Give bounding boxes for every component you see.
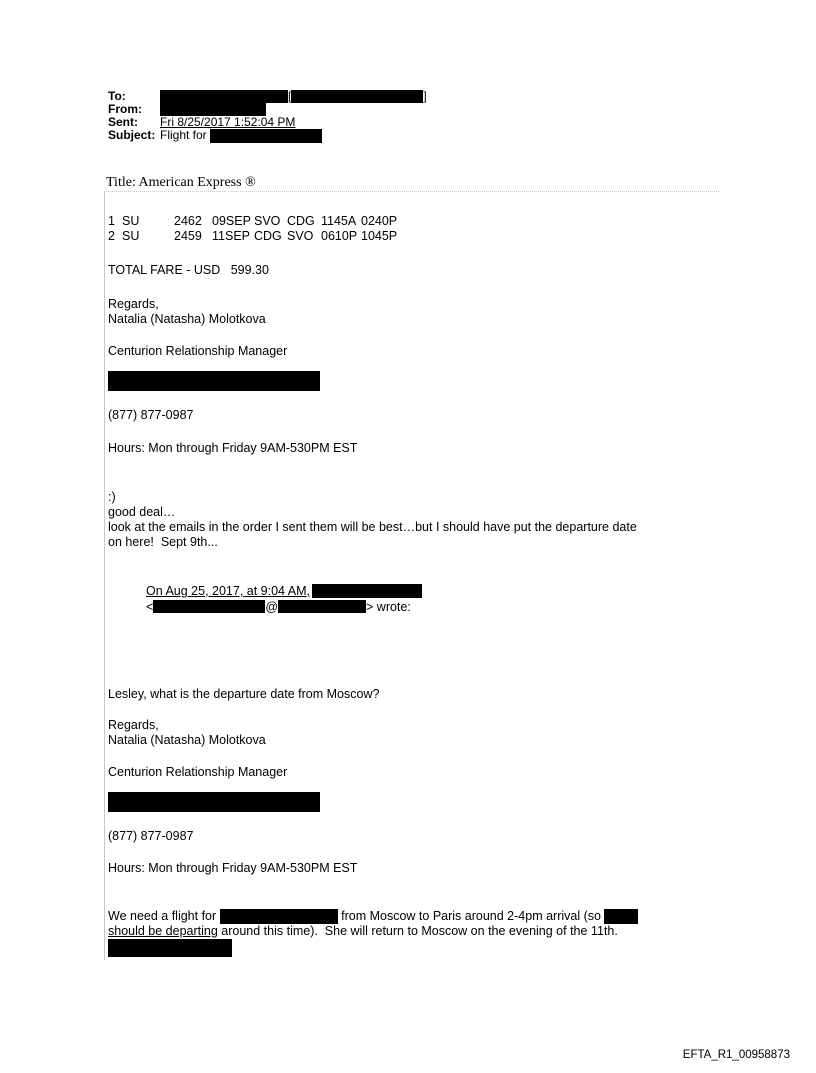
bracket-close: ] [423,89,427,103]
redaction-block [210,129,322,143]
request-line: We need a flight for from Moscow to Paris around 2-4pm arrival (so [108,909,638,924]
reply-line: on here! Sept 9th... [108,535,218,549]
redaction-block [108,939,232,957]
question: Lesley, what is the departure date from Moscow? [108,687,380,701]
agent-title: Centurion Relationship Manager [108,344,288,358]
reply-smile: :) [108,490,116,504]
reply-line: good deal… [108,505,176,519]
to-label: To: [108,89,126,103]
phone: (877) 877-0987 [108,829,194,843]
sent-label: Sent: [108,115,138,129]
document-id: EFTA_R1_00958873 [682,1049,790,1061]
total-fare: TOTAL FARE - USD 599.30 [108,263,269,277]
regards: Regards, [108,297,159,311]
request-line: should be departing around this time). She will return to Moscow on the evening of the 11th. [108,924,618,938]
hours: Hours: Mon through Friday 9AM-530PM EST [108,441,358,455]
quote-on-text: On Aug 25, 2017, at 9:04 AM, [146,584,311,598]
redaction-block [604,909,638,924]
redaction-block [278,600,366,613]
hours: Hours: Mon through Friday 9AM-530PM EST [108,861,358,875]
redaction-block [153,600,265,613]
bracket-open: [ [288,89,292,103]
itinerary-row: 1 SU 2462 09SEP SVO CDG 1145A 0240P [108,214,398,228]
redaction-block [291,90,423,103]
redaction-block [160,90,288,103]
redaction-block [108,371,320,391]
subject-label: Subject: [108,128,156,142]
message-body-frame [104,191,719,960]
from-label: From: [108,102,142,116]
redaction-block [108,792,320,812]
phone: (877) 877-0987 [108,408,194,422]
agent-title: Centurion Relationship Manager [108,765,288,779]
quote-sender: < @ > wrote: [146,600,411,614]
subject-value: Flight for [160,128,207,142]
sent-value: Fri 8/25/2017 1:52:04 PM [160,115,296,129]
itinerary-row: 2 SU 2459 11SEP CDG SVO 0610P 1045P [108,229,398,243]
title-line: Title: American Express ® [106,175,256,190]
agent-name: Natalia (Natasha) Molotkova [108,312,266,326]
agent-name: Natalia (Natasha) Molotkova [108,733,266,747]
quote-attribution [146,584,422,598]
regards: Regards, [108,718,159,732]
redaction-block [312,584,422,598]
reply-line: look at the emails in the order I sent them will be best…but I should have put the departure date [108,520,637,534]
redaction-block [220,909,338,924]
